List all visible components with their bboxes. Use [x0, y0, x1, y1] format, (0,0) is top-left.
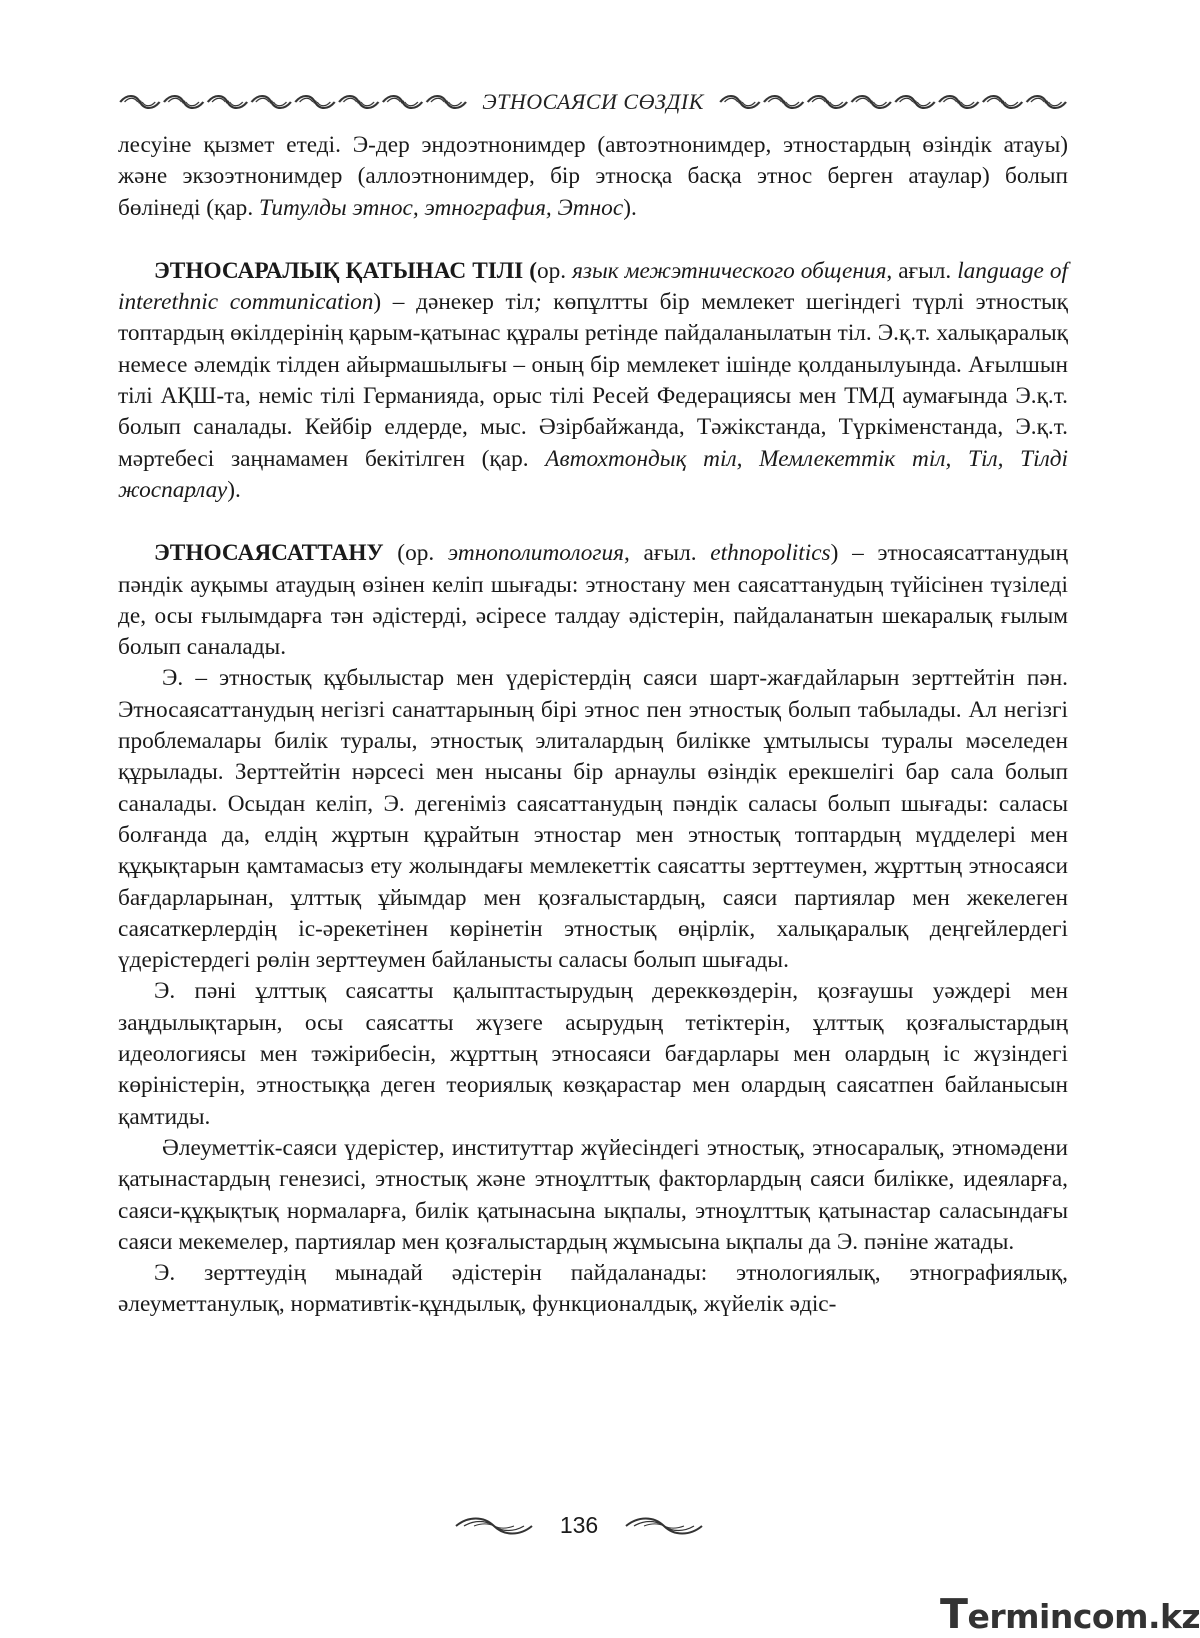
- termincom-watermark: Termincom.kz: [940, 1590, 1200, 1638]
- header-ornament-left: [118, 93, 468, 111]
- header-ornament-right: [718, 93, 1068, 111]
- body-paragraph: Э. – этностық құбылыстар мен үдерістердің саяси шарт-жағдайларын зерттейтін пән. Этносаясаттанудың негізгі санаттарының бірі этнос пен этностық болып табылады. Ал негізгі проблемалары билік туралы, этностық элиталардың билікке ұмтылысы туралы мәселеден құрылады. Зерттейтін нәрсесі мен нысаны бір арнаулы өзіндік ерекшелігі бар сала болып саналады. Осыдан келіп, Э. дегеніміз саясаттанудың пәндік саласы болып шығады: саласы болғанда да, елдің жұртын құрайтын этностар мен этностық топтардың мүдделері мен құқықтарын қамтамасыз ету жолындағы мемлекеттік саясатты зерттеумен, жұрттың этносаяси бағдарларынан, ұлттық ұйымдар мен қозғалыстардың, саяси партиялар мен жекелеген саясаткерлердің іс-әрекетінен көрінетін этностық өңірлік, халықаралық деңгейлердегі үдерістердегі рөлін зерттеумен байланысты саласы болып шығады.: [118, 665, 1068, 974]
- cross-reference: Автохтондық тіл, Мемлекеттік тіл, Тіл, Тілді жоспарлау: [118, 445, 1068, 503]
- entry-ethnopolitology: ЭТНОСАЯСАТТАНУ (ор. этнополитология, ағыл. ethnopolitics) – этносаясаттанудың пәндік ауқымы атаудың өзінен келіп шығады: этностану мен саясаттанудың түйісінен түзіледі де, осы ғылымдарға тән әдістерді, әсіресе талдау әдістерін, пайдаланатын шекаралық ғылым болып саналады.: [118, 540, 1068, 661]
- cross-reference: Титулды этнос, этнография, Этнос: [258, 194, 624, 221]
- page-number: 136: [559, 1512, 599, 1538]
- running-header: [118, 88, 1068, 116]
- paragraph-continuation: лесуіне қызмет етеді. Э-дер эндоэтнонимдер (автоэтнонимдер, этностардың өзіндік атауы) және экзоэтнонимдер (аллоэтнонимдер, бір этносқа басқа этнос берген атаулар) болып бөлінеді (қар. Титулды этнос, этнография, Этнос).: [118, 132, 1068, 221]
- entry-interethnic-language: ЭТНОСАРАЛЫҚ ҚАТЫНАС ТІЛІ (ор. язык межэтнического общения, ағыл. language of interethnic communication) – дәнекер тіл; көпұлтты бір мемлекет шегіндегі түрлі этностық топтардың өкілдерінің қарым-қатынас құралы ретінде пайдаланылатын тіл. Э.қ.т. халықаралық немесе әлемдік тілден айырмашылығы – оның бір мемлекет ішінде қолданылуында. Ағылшын тілі АҚШ-та, неміс тілі Германияда, орыс тілі Ресей Федерациясы мен ТМД аумағында Э.қ.т. болып саналады. Кейбір елдерде, мыс. Әзірбайжанда, Тәжікстанда, Түркіменстанда, Э.қ.т. мәртебесі заңнамамен бекітілген (қар. Автохтондық тіл, Мемлекеттік тіл, Тіл, Тілді жоспарлау).: [118, 257, 1068, 503]
- flourish-right-icon: [624, 1514, 704, 1538]
- page-body: [118, 130, 1068, 1321]
- header-title: ЭТНОСАЯСИ СӨЗДІК: [482, 89, 704, 114]
- entry-term: ЭТНОСАЯСАТТАНУ: [154, 540, 384, 567]
- flourish-left-icon: [454, 1514, 534, 1538]
- page-footer: [0, 1512, 1158, 1539]
- body-paragraph: Э. зерттеудің мынадай әдістерін пайдаланады: этнологиялық, этнографиялық, әлеуметтанулық, нормативтік-құндылық, функционалдық, жүйелік әдіс-: [118, 1260, 1068, 1318]
- entry-term: ЭТНОСАРАЛЫҚ ҚАТЫНАС ТІЛІ (: [154, 257, 537, 284]
- body-paragraph: Э. пәні ұлттық саясатты қалыптастырудың дереккөздерін, қозғаушы уәждері мен заңдылықтарын, осы саясатты жүзеге асырудың тетіктерін, ұлттық қозғалыстардың идеологиясы мен тәжірибесін, жұрттың этносаяси бағдарлары мен олардың іс жүзіндегі көріністерін, этностыққа деген теориялық көзқарастар мен олардың саясатпен байланысын қамтиды.: [118, 978, 1068, 1130]
- body-paragraph: Әлеуметтік-саяси үдерістер, институттар жүйесіндегі этностық, этносаралық, этномәдени қатынастардың генезисі, этностық және этноұлттық факторлардың саяси билікке, идеяларға, саяси-құқықтық нормаларға, билік қатынасына ықпалы, этноұлттық қатынастар саласындағы саяси мекемелер, партиялар мен қозғалыстардың жұмысына ықпалы да Э. пәніне жатады.: [118, 1134, 1068, 1255]
